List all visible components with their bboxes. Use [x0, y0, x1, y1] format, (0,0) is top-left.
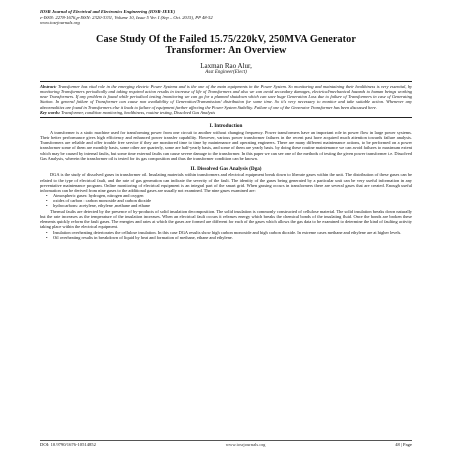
list-item: • Insulation overheating deteriorates the cellulose insulation. In this case DGA results show high carbon monoxide and high carbon dioxide. In extreme cases methane and ethylene are at higher levels.: [48, 230, 412, 235]
fault-list: [40, 230, 412, 240]
journal-name: IOSR Journal of Electrical and Electronics Engineering (IOSR-JEEE): [40, 9, 176, 14]
author-name: Laxman Rao Alur,: [200, 61, 252, 70]
footer-website[interactable]: www.iosrjournals.org: [225, 442, 266, 447]
abstract: [40, 84, 412, 110]
abstract-label: Abstract:: [40, 83, 57, 89]
page-footer: [40, 440, 412, 447]
footer-page-number: 48 | Page: [395, 442, 412, 447]
journal-header: [40, 9, 412, 26]
list-item: • Oil overheating results in breakdown of liquid by heat and formation of methane, ethane and ethylene.: [48, 235, 412, 240]
journal-website[interactable]: www.iosrjournals.org: [40, 20, 80, 26]
keywords-label: Key words:: [40, 110, 61, 116]
list-item: • oxides of carbon : carbon monoxide and carbon dioxide: [48, 198, 412, 203]
list-item: • Atmospheric gases: hydrogen, nitrogen and oxygen: [48, 193, 412, 198]
gas-list: [40, 193, 412, 208]
paper-title: [40, 34, 412, 57]
author-affiliation: Asst Engineer(Elect): [205, 69, 247, 75]
keywords: [40, 110, 412, 115]
abstract-box: [40, 81, 412, 118]
list-item: • hydrocarbons: acetylene, ethylene ,methane and ethane: [48, 203, 412, 208]
section-heading-introduction: I. Introduction: [209, 123, 243, 130]
keywords-text: Transformer, condition monitoring, healthiness, routine testing, Dissolved Gas Analysis: [60, 110, 216, 116]
abstract-text: Transformer has vital role in the emerging electric Power Systems and is the one of the main equipments in the Power System. So monitoring and maintaining their healthiness is very essential, by monitoring Transformers periodically and taking required action results in increase of life of Transformers and also we can avoid secondary damages, electrical/mechanical hazards to human beings working near Transformers. If any problem is found while periodical testing /monitoring we can go for a planned shutdown which can save huge Generation Loss due to failure of Transformers in case of Generating Station. In general failure of Transformer can cause non availability of Generation/Transmission/ distribution for some time. So it’s very necessary to monitor and take suitable action. Whenever any abnormalities are found in Transformers else it leads to failure of equipment further affecting the Power System Stability. Failure of one of the Generator Transformer has been discussed here.: [40, 83, 412, 110]
dga-paragraph: DGA is the study of dissolved gases in transformer oil. Insulating materials within transformers and electrical equipment break down to liberate gases within the unit. The distribution of these gases can be related to the type of electrical fault, and the rate of gas generation can indicate the severity of the fault. The identity of the gases being generated by a particular unit can be very useful information in any preventative maintenance program. Online monitoring of electrical equipment is an integral part of the smart grid. When gassing occurs in transformers there are several gases that are created. Enough useful information can be derived from nine gases to the additional gases are usually not examined. The nine gases examined are:: [40, 172, 412, 193]
section-heading-dga: II. Dissolved Gas Analysis (Dga): [190, 165, 262, 172]
paper-title-line-2: Transformer: An Overview: [165, 45, 287, 57]
introduction-paragraph: A transformer is a static machine used for transforming power from one circuit to another without changing frequency. Power transformers have an important role in power flow in large power systems. Their better performance gives high efficiency and enhanced power transfer capability. However, various power transformer failures in the recent past have acquired much attention towards failure analysis. Transformers are reliable and offer trouble free service if they are monitored time to time by maintenance and operating engineers. There are many different maintenance actions, to be performed on a power transformer some of them are monthly basis, some other are quarterly, some are half-yearly basis, and some of them are yearly basis. by doing these routine maintenance we can avoid failures to maximum extent which may be caused by internal faults, but some time external faults can cause severe damage to the transformer. In this paper we can see one of the methods of testing the given power transformer i.e. Dissolved Gas Analysis, wherein the transformer oil is tested for its gas composition and thus the transformer condition can be known.: [40, 129, 412, 161]
journal-issn: e-ISSN: 2278-1676,p-ISSN: 2320-3331, Volume 10, Issue 5 Ver. I (Sep – Oct. 2015), PP 48-52: [40, 14, 213, 20]
thermal-faults-paragraph: Thermal faults are detected by the presence of by-products of solid insulation decomposition. The solid insulation is commonly constructed of cellulose material. The solid insulation breaks down naturally but the rate increases as the temperature of the insulation increases. When an electrical fault occurs it releases energy which breaks the chemical bonds of the insulating fluid. Once the bonds are broken these elements quickly reform the fault gases. The energies and rates at which the gases are formed are different for each of the gases which allows the gas data to be examined to determine the kind of faulting activity taking place within the electrical equipment.: [40, 208, 412, 230]
paper-title-line-1: Case Study Of the Failed 15.75/220kV, 250MVA Generator: [96, 33, 356, 45]
footer-doi: DOI: 10.9790/1676-10514852: [40, 442, 96, 447]
